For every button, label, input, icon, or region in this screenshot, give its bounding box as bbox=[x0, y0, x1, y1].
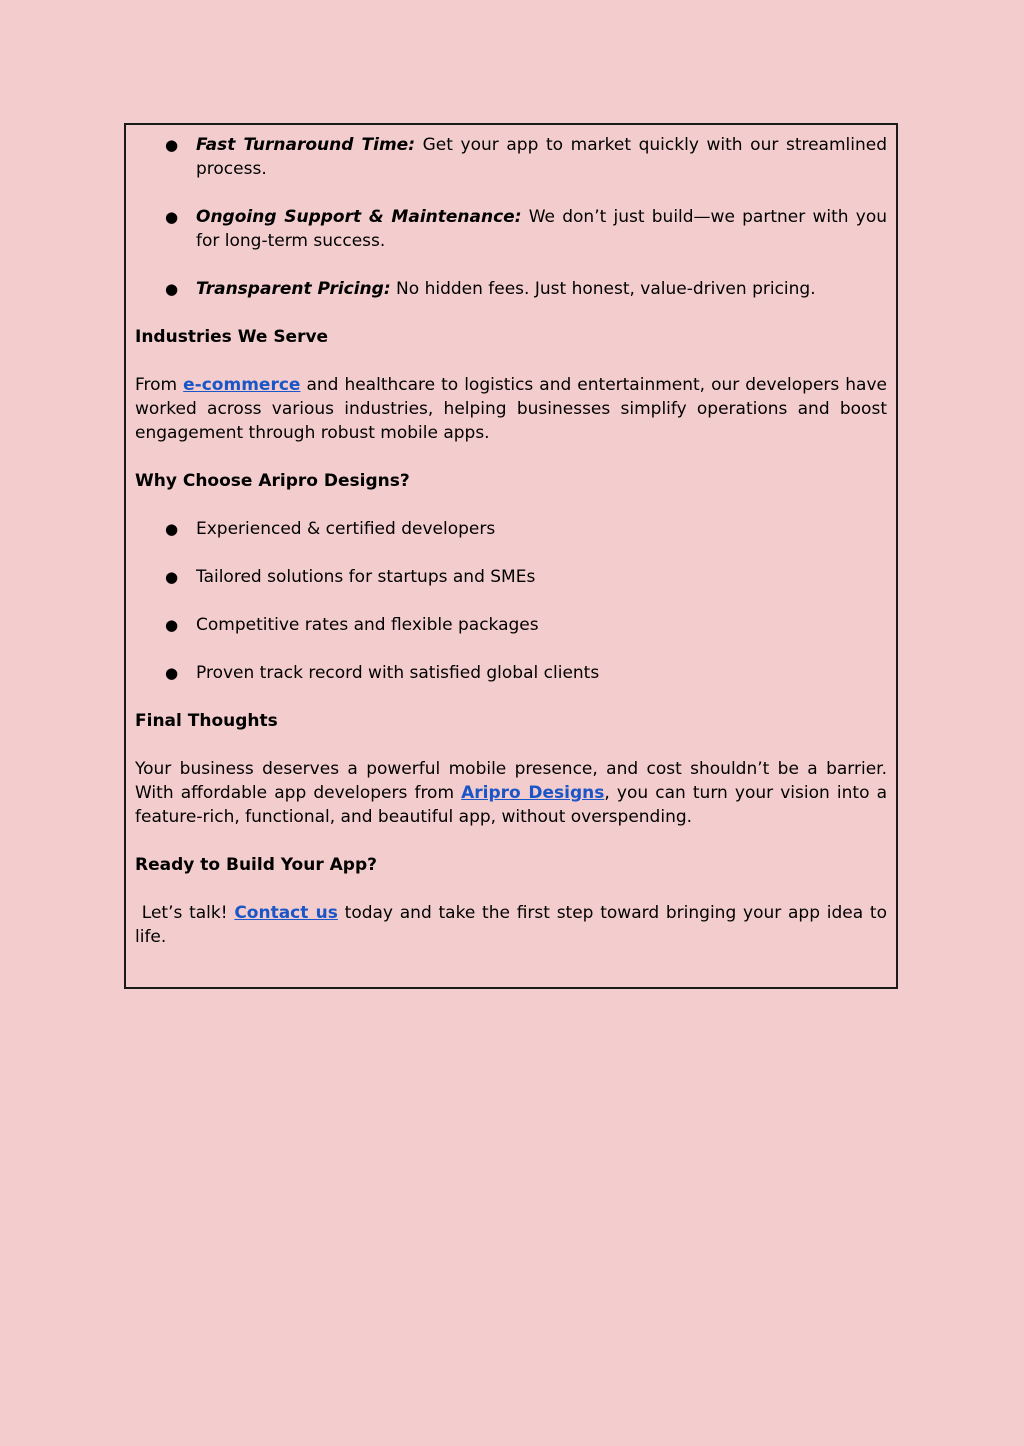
list-item bbox=[135, 517, 887, 541]
list-item bbox=[135, 661, 887, 685]
feature-item-pricing bbox=[135, 277, 887, 301]
cta-paragraph bbox=[135, 901, 887, 949]
bullet-icon: ● bbox=[165, 280, 179, 298]
aripro-designs-link[interactable]: Aripro Designs bbox=[461, 783, 605, 803]
bullet-icon: ● bbox=[165, 208, 179, 226]
feature-lead: Transparent Pricing: bbox=[196, 279, 391, 299]
list-item-text: Experienced & certified developers bbox=[196, 519, 496, 539]
ecommerce-link[interactable]: e-commerce bbox=[183, 375, 301, 395]
feature-text: No hidden fees. Just honest, value-driven pricing. bbox=[390, 279, 816, 299]
contact-us-link[interactable]: Contact us bbox=[234, 903, 338, 923]
document-body bbox=[135, 133, 887, 973]
final-paragraph bbox=[135, 757, 887, 829]
bullet-icon: ● bbox=[165, 136, 179, 154]
feature-item-support bbox=[135, 205, 887, 253]
bullet-icon: ● bbox=[165, 616, 179, 634]
feature-lead: Ongoing Support & Maintenance: bbox=[196, 207, 522, 227]
section-heading-industries: Industries We Serve bbox=[135, 327, 329, 347]
paragraph-text: Your business deserves a powerful mobile presence, and cost shouldn’t be a barrier. With affordable app developers from bbox=[135, 759, 887, 803]
content-frame bbox=[124, 123, 898, 989]
feature-text: Get your app to market quickly with our streamlined process. bbox=[196, 135, 888, 179]
bullet-icon: ● bbox=[165, 520, 179, 538]
list-item bbox=[135, 565, 887, 589]
feature-text: We don’t just build—we partner with you for long-term success. bbox=[196, 207, 887, 251]
paragraph-text: From bbox=[135, 375, 184, 395]
list-item-text: Proven track record with satisfied global clients bbox=[196, 663, 600, 683]
paragraph-text: and healthcare to logistics and entertainment, our developers have worked across various industries, helping businesses simplify operations and boost engagement through robust mobile apps. bbox=[135, 375, 887, 443]
list-item-text: Tailored solutions for startups and SMEs bbox=[196, 567, 536, 587]
bullet-icon: ● bbox=[165, 664, 179, 682]
section-heading-why: Why Choose Aripro Designs? bbox=[135, 471, 410, 491]
paragraph-text: today and take the first step toward bringing your app idea to life. bbox=[135, 903, 887, 947]
list-item bbox=[135, 613, 887, 637]
feature-item-turnaround bbox=[135, 133, 887, 181]
paragraph-text: Let’s talk! bbox=[135, 903, 235, 923]
paragraph-text: , you can turn your vision into a feature-rich, functional, and beautiful app, without overspending. bbox=[135, 783, 888, 827]
section-heading-cta: Ready to Build Your App? bbox=[135, 855, 377, 875]
section-heading-final: Final Thoughts bbox=[135, 711, 278, 731]
feature-lead: Fast Turnaround Time: bbox=[196, 135, 416, 155]
list-item-text: Competitive rates and flexible packages bbox=[196, 615, 539, 635]
industries-paragraph bbox=[135, 373, 887, 445]
bullet-icon: ● bbox=[165, 568, 179, 586]
